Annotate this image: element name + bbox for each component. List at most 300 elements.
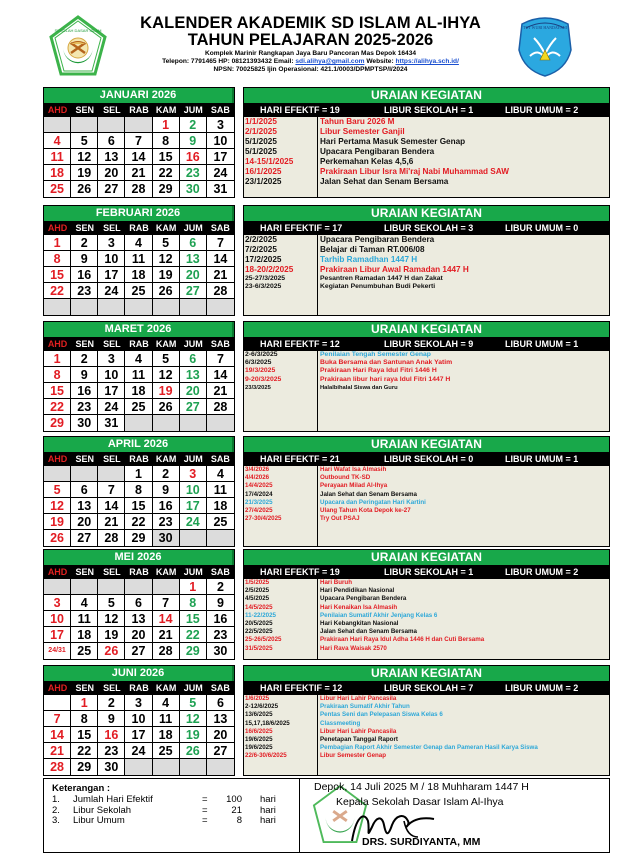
weekday-header: KAM	[155, 105, 177, 115]
day-cell: 28	[44, 759, 71, 775]
weekday-header: RAB	[129, 683, 149, 693]
weekday-header: JUM	[183, 339, 203, 349]
libur-sekolah-count: LIBUR SEKOLAH = 3	[384, 223, 474, 233]
weekday-header: SEN	[75, 105, 94, 115]
day-cell: 25	[153, 743, 180, 759]
day-cell: 30	[98, 759, 125, 775]
activity-panel-title: URAIAN KEGIATAN	[244, 550, 609, 565]
day-cell: 7	[207, 351, 234, 367]
empty-day-cell	[98, 466, 125, 482]
day-cell: 12	[98, 611, 125, 627]
activity-date: 2-6/3/2025	[245, 351, 278, 358]
day-cell: 4	[207, 466, 234, 482]
weekday-header: SEN	[75, 567, 94, 577]
day-cell: 23	[71, 283, 98, 299]
day-cell: 5	[44, 482, 71, 498]
website-link[interactable]: https://alihya.sch.id/	[395, 58, 459, 65]
activity-description: Libur Hari Lahir Pancasila	[320, 695, 397, 702]
activity-date: 18-20/2/2025	[245, 265, 294, 274]
day-cell: 21	[98, 514, 125, 530]
day-cell: 14	[153, 611, 180, 627]
day-cell: 19	[44, 514, 71, 530]
day-grid	[44, 117, 234, 197]
activity-panel-title: URAIAN KEGIATAN	[244, 437, 609, 452]
document-header	[0, 0, 621, 85]
activity-date: 2/2/2025	[245, 235, 277, 244]
weekday-header: SEN	[75, 339, 94, 349]
activity-date: 1/6/2025	[245, 695, 270, 702]
empty-day-cell	[71, 579, 98, 595]
activity-list	[244, 466, 609, 546]
day-cell: 2	[71, 351, 98, 367]
day-grid	[44, 695, 234, 775]
hari-efektif-count: HARI EFEKTF = 21	[260, 454, 340, 464]
day-cell: 9	[207, 595, 234, 611]
day-cell: 5	[153, 351, 180, 367]
activity-description: Libur Semester Ganjil	[320, 127, 405, 136]
day-cell: 26	[98, 643, 125, 659]
day-cell: 8	[44, 251, 71, 267]
day-cell: 2	[71, 235, 98, 251]
day-cell: 12	[153, 251, 180, 267]
activity-description: Belajar di Taman RT.006/08	[320, 245, 425, 254]
activity-description: Pentas Seni dan Pelepasan Siswa Kelas 6	[320, 711, 443, 719]
activity-description: Upacara Pengibaran Bendera	[320, 595, 407, 603]
day-cell: 16	[71, 383, 98, 399]
activity-date: 25-26/5/2025	[245, 636, 282, 644]
summary-row	[244, 337, 609, 351]
day-cell: 13	[180, 251, 207, 267]
weekday-header: SEL	[103, 339, 121, 349]
activity-description: Jalan Sehat dan Senam Bersama	[320, 490, 417, 498]
day-cell: 8	[44, 367, 71, 383]
activity-date: 11-22/2025	[245, 611, 276, 619]
day-cell: 8	[153, 133, 180, 149]
month-title: APRIL 2026	[44, 437, 234, 452]
day-cell: 15	[44, 383, 71, 399]
weekday-header-row	[44, 681, 234, 695]
page-title: KALENDER AKADEMIK SD ISLAM AL-IHYA	[140, 14, 481, 32]
activity-description: Perkemahan Kelas 4,5,6	[320, 157, 414, 166]
weekday-header: KAM	[155, 683, 177, 693]
school-address: Komplek Marinir Rangkapan Jaya Baru Pancoran Mas Depok 16434	[204, 50, 417, 57]
activity-date: 13/6/2025	[245, 711, 273, 719]
day-cell: 19	[98, 627, 125, 643]
weekday-header: SAB	[210, 339, 230, 349]
day-cell: 17	[125, 727, 152, 743]
activity-description: Hari Rava Waisak 2570	[320, 644, 387, 652]
activity-description: Hari Pendidikan Nasional	[320, 587, 395, 595]
day-cell: 17	[98, 383, 125, 399]
hari-efektif-count: HARI EFEKTF = 19	[260, 567, 340, 577]
item-unit: hari	[260, 815, 276, 826]
activity-description: Tarhib Ramadhan 1447 H	[320, 255, 418, 264]
weekday-header: JUM	[183, 105, 203, 115]
empty-day-cell	[180, 530, 207, 546]
day-cell: 16	[71, 267, 98, 283]
weekday-header: RAB	[129, 567, 149, 577]
empty-day-cell	[207, 415, 234, 431]
weekday-header: SAB	[210, 683, 230, 693]
day-cell: 20	[71, 514, 98, 530]
activity-description: Tahun Baru 2026 M	[320, 117, 395, 126]
libur-sekolah-count: LIBUR SEKOLAH = 7	[384, 683, 474, 693]
activity-dates-column	[244, 579, 318, 659]
hari-efektif-count: HARI EFEKTF = 19	[260, 105, 340, 115]
activity-description: Prakiraan Libur Isra Mi'raj Nabi Muhammad SAW	[320, 167, 509, 176]
weekday-header: KAM	[155, 454, 177, 464]
svg-text:AL-IHYA: AL-IHYA	[71, 63, 85, 67]
day-cell: 2	[153, 466, 180, 482]
day-cell: 24	[125, 743, 152, 759]
empty-day-cell	[44, 117, 71, 133]
activity-date: 4/4/2026	[245, 474, 270, 482]
summary-row	[244, 681, 609, 695]
day-cell: 30	[71, 415, 98, 431]
day-cell: 3	[180, 466, 207, 482]
weekday-header: SAB	[210, 105, 230, 115]
day-cell: 9	[71, 367, 98, 383]
day-cell: 19	[153, 383, 180, 399]
contact-prefix: Telepon: 7791465 HP: 08121393432 Email:	[162, 58, 296, 65]
month-calendar	[43, 205, 235, 316]
day-cell: 7	[207, 235, 234, 251]
weekday-header: SEL	[103, 683, 121, 693]
activity-description: Prakiraan Sumatif Akhir Tahun	[320, 703, 410, 711]
day-cell: 28	[125, 181, 152, 197]
activity-description: Pesantren Ramadan 1447 H dan Zakat	[320, 275, 443, 282]
empty-day-cell	[207, 759, 234, 775]
activity-date: 27/4/2025	[245, 506, 273, 514]
keterangan-list	[52, 794, 299, 826]
activity-date: 6/3/2025	[245, 359, 272, 367]
day-cell: 9	[71, 251, 98, 267]
day-cell: 26	[153, 283, 180, 299]
day-cell: 6	[180, 235, 207, 251]
day-cell: 15	[125, 498, 152, 514]
activity-list	[244, 351, 609, 431]
empty-day-cell	[71, 466, 98, 482]
day-cell: 11	[71, 611, 98, 627]
activity-dates-column	[244, 466, 318, 546]
headmaster-name: DRS. SURDIYANTA, MM	[362, 836, 481, 848]
activity-date: 5/1/2025	[245, 137, 277, 146]
day-cell: 9	[98, 711, 125, 727]
weekday-header: RAB	[129, 105, 149, 115]
activity-date: 23-6/3/2025	[245, 283, 282, 291]
activity-description: Penilaian Tengah Semester Genap	[320, 351, 431, 358]
day-cell: 18	[153, 727, 180, 743]
activity-date: 17/4/2024	[245, 490, 273, 498]
activity-date: 5/1/2025	[245, 147, 277, 156]
empty-day-cell	[125, 117, 152, 133]
day-cell: 26	[180, 743, 207, 759]
day-cell: 17	[180, 498, 207, 514]
libur-sekolah-count: LIBUR SEKOLAH = 9	[384, 339, 474, 349]
empty-day-cell	[44, 579, 71, 595]
day-grid	[44, 466, 234, 546]
day-cell: 18	[207, 498, 234, 514]
day-cell: 27	[71, 530, 98, 546]
activity-dates-column	[244, 351, 318, 431]
item-label: Libur Sekolah	[73, 804, 132, 816]
signature-panel	[300, 779, 609, 852]
day-cell: 5	[153, 235, 180, 251]
empty-day-cell	[125, 579, 152, 595]
day-cell: 8	[125, 482, 152, 498]
libur-sekolah-count: LIBUR SEKOLAH = 1	[384, 567, 474, 577]
activity-date: 16/1/2025	[245, 167, 282, 176]
place-date: Depok, 14 Juli 2025 M / 18 Muhharam 1447 H	[314, 781, 529, 793]
day-cell: 2	[98, 695, 125, 711]
month-title: MEI 2026	[44, 550, 234, 565]
libur-umum-count: LIBUR UMUM = 2	[505, 683, 579, 693]
weekday-header: JUM	[183, 454, 203, 464]
activity-description: Penilaian Sumatif Akhir Jenjang Kelas 6	[320, 611, 438, 619]
libur-umum-count: LIBUR UMUM = 2	[505, 567, 579, 577]
day-cell: 20	[180, 267, 207, 283]
summary-row	[244, 221, 609, 235]
empty-day-cell	[207, 530, 234, 546]
empty-day-cell	[44, 466, 71, 482]
day-cell: 13	[125, 611, 152, 627]
day-cell: 19	[153, 267, 180, 283]
day-cell: 19	[180, 727, 207, 743]
activity-panel	[243, 205, 610, 316]
day-cell: 20	[207, 727, 234, 743]
activity-date: 19/3/2025	[245, 367, 276, 375]
tut-wuri-handayani-logo-icon	[516, 14, 574, 78]
activity-description: Prakiraan Hari Raya Idul Fitri 1446 H	[320, 367, 437, 375]
day-cell: 6	[180, 351, 207, 367]
day-cell: 9	[153, 482, 180, 498]
day-cell: 13	[180, 367, 207, 383]
day-cell: 25	[125, 283, 152, 299]
activity-date: 14/5/2025	[245, 603, 273, 611]
hari-efektif-count: HARI EFEKTIF = 17	[260, 223, 343, 233]
activity-descriptions-column	[318, 117, 609, 197]
day-grid	[44, 351, 234, 431]
activity-date: 25-27/3/2025	[245, 275, 286, 282]
day-cell: 7	[98, 482, 125, 498]
month-title: JUNI 2026	[44, 666, 234, 681]
day-cell: 20	[98, 165, 125, 181]
day-cell: 24	[180, 514, 207, 530]
item-number: 3.	[52, 815, 60, 826]
activity-description: Jalan Sehat dan Senam Bersama	[320, 628, 417, 636]
activity-date: 27-30/4/2025	[245, 515, 282, 523]
activity-date: 14-15/1/2025	[245, 157, 294, 166]
day-cell: 12	[71, 149, 98, 165]
activity-date: 19/6/2025	[245, 735, 273, 743]
day-cell: 10	[207, 133, 234, 149]
day-cell: 29	[125, 530, 152, 546]
day-cell: 11	[207, 482, 234, 498]
day-cell: 10	[180, 482, 207, 498]
hari-efektif-count: HARI EFEKTIF = 12	[260, 683, 343, 693]
activity-date: 22/5/2025	[245, 628, 273, 636]
day-cell: 13	[207, 711, 234, 727]
activity-description: Upacara dan Peringatan Hari Kartini	[320, 498, 426, 506]
day-cell: 1	[153, 117, 180, 133]
item-label: Jumlah Hari Efektif	[73, 794, 153, 805]
day-cell: 14	[98, 498, 125, 514]
day-cell: 23	[71, 399, 98, 415]
day-cell: 31	[207, 181, 234, 197]
weekday-header: SAB	[210, 454, 230, 464]
weekday-header-row	[44, 221, 234, 235]
activity-description: Prakiraan Libur Awal Ramadan 1447 H	[320, 265, 469, 274]
day-cell: 7	[153, 595, 180, 611]
day-cell: 11	[125, 251, 152, 267]
weekday-header: SEN	[75, 683, 94, 693]
day-cell: 3	[44, 595, 71, 611]
activity-date: 21/3/2025	[245, 498, 273, 506]
empty-day-cell	[71, 299, 98, 315]
day-cell: 8	[71, 711, 98, 727]
day-cell: 12	[44, 498, 71, 514]
day-cell: 28	[207, 283, 234, 299]
activity-description: Hari Buruh	[320, 579, 352, 586]
footer-panel	[43, 778, 610, 853]
item-number: 1.	[52, 794, 60, 805]
day-cell: 5	[180, 695, 207, 711]
weekday-header: AHD	[47, 567, 68, 577]
day-grid	[44, 235, 234, 315]
day-cell: 21	[207, 383, 234, 399]
empty-day-cell	[180, 299, 207, 315]
day-cell: 4	[44, 133, 71, 149]
day-cell: 1	[180, 579, 207, 595]
day-cell: 20	[180, 383, 207, 399]
email-link[interactable]: sdi.alihya@gmail.com	[295, 58, 365, 65]
day-cell: 11	[153, 711, 180, 727]
day-cell: 6	[71, 482, 98, 498]
libur-sekolah-count: LIBUR SEKOLAH = 1	[384, 105, 474, 115]
day-cell: 30	[153, 530, 180, 546]
day-cell: 28	[153, 643, 180, 659]
weekday-header-row	[44, 103, 234, 117]
day-cell: 25	[125, 399, 152, 415]
day-cell: 14	[44, 727, 71, 743]
day-cell: 22	[71, 743, 98, 759]
month-calendar	[43, 321, 235, 432]
day-cell: 24	[98, 283, 125, 299]
activity-panel-title: URAIAN KEGIATAN	[244, 88, 609, 103]
activity-descriptions-column	[318, 351, 609, 431]
day-cell: 18	[125, 383, 152, 399]
day-cell: 28	[207, 399, 234, 415]
activity-list	[244, 579, 609, 659]
activity-panel-title: URAIAN KEGIATAN	[244, 666, 609, 681]
day-cell: 24	[98, 399, 125, 415]
libur-umum-count: LIBUR UMUM = 1	[505, 454, 579, 464]
empty-day-cell	[98, 299, 125, 315]
day-cell: 29	[180, 643, 207, 659]
day-cell: 27	[125, 643, 152, 659]
activity-description: Penetapan Tanggal Raport	[320, 735, 398, 743]
item-value: 8	[236, 815, 242, 826]
activity-date: 22/6-30/6/2025	[245, 752, 287, 760]
activity-description: Classmeeting	[320, 719, 361, 727]
empty-day-cell	[125, 759, 152, 775]
day-cell: 30	[207, 643, 234, 659]
day-cell: 12	[180, 711, 207, 727]
activity-date: 1/1/2025	[245, 117, 277, 126]
activity-dates-column	[244, 235, 318, 315]
empty-day-cell	[44, 695, 71, 711]
day-cell: 4	[125, 235, 152, 251]
day-cell: 17	[207, 149, 234, 165]
activity-date: 20/5/2025	[245, 619, 273, 627]
weekday-header: AHD	[47, 339, 68, 349]
empty-day-cell	[125, 299, 152, 315]
day-cell: 21	[44, 743, 71, 759]
weekday-header: SEN	[75, 454, 94, 464]
month-calendar	[43, 549, 235, 660]
activity-date: 4/5/2025	[245, 595, 270, 603]
day-cell: 18	[125, 267, 152, 283]
activity-description: Hari Kenaikan Isa Almasih	[320, 603, 398, 611]
day-cell: 27	[98, 181, 125, 197]
day-cell: 21	[207, 267, 234, 283]
activity-date: 17/2/2025	[245, 255, 282, 264]
activity-panel	[243, 87, 610, 198]
activity-descriptions-column	[318, 235, 609, 315]
activity-description: Try Out PSAJ	[320, 515, 360, 523]
activity-description: Prakiraan libur hari raya Idul Fitri 1447 H	[320, 375, 451, 383]
day-cell: 3	[125, 695, 152, 711]
day-cell: 16	[180, 149, 207, 165]
day-cell: 30	[180, 181, 207, 197]
empty-day-cell	[98, 117, 125, 133]
weekday-header: SAB	[210, 223, 230, 233]
empty-day-cell	[180, 415, 207, 431]
weekday-header: JUM	[183, 683, 203, 693]
activity-date: 3/4/2026	[245, 466, 270, 473]
day-cell: 31	[98, 415, 125, 431]
weekday-header: RAB	[129, 223, 149, 233]
activity-list	[244, 695, 609, 775]
day-cell: 10	[98, 251, 125, 267]
day-cell: 27	[207, 743, 234, 759]
activity-panel	[243, 549, 610, 660]
weekday-header: AHD	[47, 454, 68, 464]
keterangan-item	[52, 815, 299, 826]
activity-date: 1/5/2025	[245, 579, 270, 586]
day-cell: 29	[153, 181, 180, 197]
website-prefix: Website:	[364, 58, 396, 65]
activity-description: Upacara Pengibaran Bendera	[320, 235, 435, 244]
day-cell: 2	[207, 579, 234, 595]
day-cell: 6	[98, 133, 125, 149]
activity-date: 2/5/2025	[245, 587, 270, 595]
empty-day-cell	[98, 579, 125, 595]
libur-umum-count: LIBUR UMUM = 1	[505, 339, 579, 349]
day-cell: 25	[207, 514, 234, 530]
day-cell: 6	[207, 695, 234, 711]
day-cell: 12	[153, 367, 180, 383]
day-cell: 22	[44, 399, 71, 415]
month-title: MARET 2026	[44, 322, 234, 337]
svg-text:TUT WURI HANDAYANI: TUT WURI HANDAYANI	[523, 25, 567, 30]
day-cell: 1	[125, 466, 152, 482]
activity-panel-title: URAIAN KEGIATAN	[244, 206, 609, 221]
weekday-header: SEL	[103, 223, 121, 233]
item-value: 21	[231, 804, 242, 816]
weekday-header: AHD	[47, 223, 68, 233]
activity-dates-column	[244, 117, 318, 197]
